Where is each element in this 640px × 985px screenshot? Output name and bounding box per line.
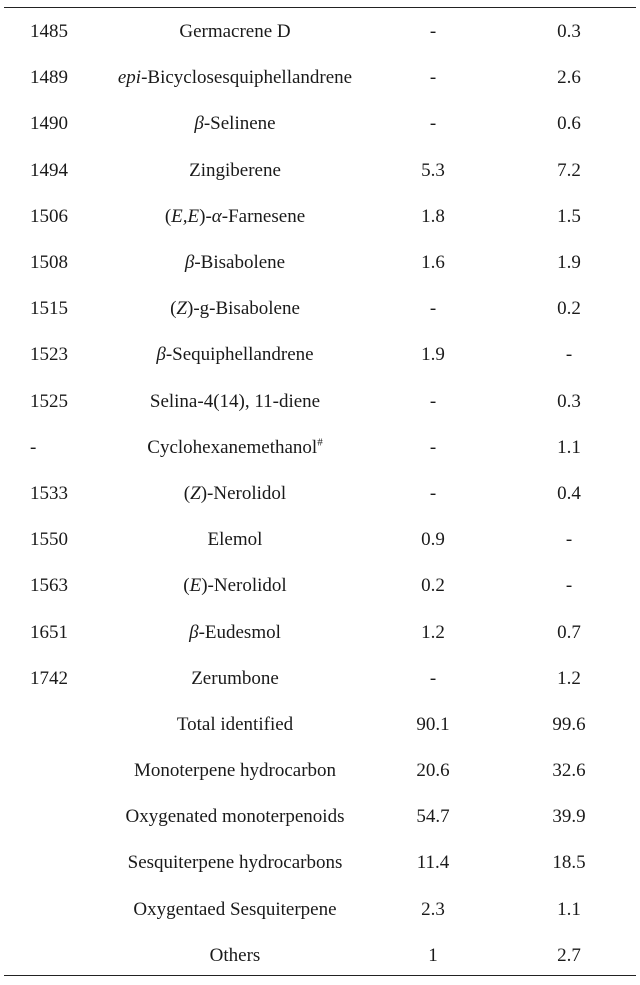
compound-name-segment: E [189,575,202,597]
retention-index-cell: 1508 [30,252,68,274]
compound-name-segment: ( [183,482,191,504]
bottom-rule [4,975,636,976]
value-cell-sample-2: - [565,529,573,551]
compound-name-segment: Total identified [176,713,294,735]
value-cell-sample-2: - [565,344,573,366]
compound-name-segment: -Eudesmol [198,621,281,643]
retention-index-cell: 1490 [30,113,68,135]
compound-name-segment: Monoterpene hydrocarbon [133,760,337,782]
compound-name-segment: )-g-Bisabolene [187,298,300,320]
value-cell-sample-1: - [429,390,437,412]
value-cell-sample-1: 1.2 [421,621,445,643]
composition-table [0,9,640,979]
table-row [0,563,640,609]
value-cell-sample-2: - [565,575,573,597]
retention-index-cell: 1742 [30,667,68,689]
compound-name-segment: Elemol [207,529,263,551]
compound-name-cell [100,702,370,748]
compound-name-segment: β [156,344,166,366]
compound-name-segment: β [194,113,204,135]
table-row [0,840,640,886]
compound-name-segment: Zingiberene [189,159,281,181]
compound-name-segment: β [184,252,195,274]
compound-name-cell [100,794,370,840]
compound-name-segment: -Sequiphellandrene [165,344,314,366]
value-cell-sample-2: 0.2 [557,298,581,320]
retention-index-cell: 1533 [30,482,68,504]
table-row [0,55,640,101]
compound-name-cell [100,148,370,194]
table-row [0,656,640,702]
table-row [0,148,640,194]
compound-name-segment: Cyclohexanemethanol [147,436,318,458]
retention-index-cell: 1563 [30,575,68,597]
retention-index-cell: 1494 [30,159,68,181]
table-row [0,332,640,378]
table-row [0,471,640,517]
compound-name-cell [100,563,370,609]
table-row [0,702,640,748]
value-cell-sample-2: 1.5 [557,205,581,227]
footnote-mark: # [317,436,323,449]
compound-name-segment: Oxygentaed Sesquiterpene [133,898,337,920]
compound-name-segment: Selina-4(14), 11-diene [149,390,321,412]
value-cell-sample-2: 0.7 [557,621,581,643]
value-cell-sample-2: 18.5 [552,852,586,874]
value-cell-sample-2: 1.9 [557,252,581,274]
compound-name-segment: -Farnesene [221,205,306,227]
value-cell-sample-1: 1.9 [421,344,445,366]
value-cell-sample-2: 2.7 [557,944,581,966]
value-cell-sample-2: 0.4 [557,482,581,504]
compound-name-cell [100,9,370,55]
value-cell-sample-1: 0.2 [421,575,445,597]
value-cell-sample-2: 7.2 [557,159,581,181]
retention-index-cell [0,887,100,933]
table-row [0,794,640,840]
value-cell-sample-2: 0.3 [557,21,581,43]
value-cell-sample-2: 0.3 [557,390,581,412]
compound-name-segment: Others [209,944,261,966]
retention-index-cell: 1525 [30,390,68,412]
table-row [0,748,640,794]
value-cell-sample-1: - [429,667,437,689]
compound-name-segment: )-Nerolidol [201,575,287,597]
retention-index-cell: 1550 [30,529,68,551]
retention-index-cell: 1489 [30,67,68,89]
value-cell-sample-1: 11.4 [416,852,450,874]
compound-name-segment: α [211,205,222,227]
value-cell-sample-1: 20.6 [416,760,450,782]
compound-name-cell [100,609,370,655]
value-cell-sample-1: 1 [428,944,438,966]
compound-name-segment: -Bisabolene [194,252,286,274]
value-cell-sample-1: 5.3 [421,159,445,181]
retention-index-cell [0,748,100,794]
retention-index-cell [0,702,100,748]
value-cell-sample-1: 0.9 [421,529,445,551]
compound-name-cell [100,517,370,563]
compound-name-cell [100,55,370,101]
table-row [0,379,640,425]
compound-name-segment: ( [170,298,177,320]
table-row [0,101,640,147]
value-cell-sample-2: 1.1 [557,436,581,458]
retention-index-cell: 1651 [30,621,68,643]
table-row [0,240,640,286]
table-row [0,286,640,332]
value-cell-sample-1: 1.8 [421,205,445,227]
compound-name-segment: ( [183,575,190,597]
compound-name-cell [100,240,370,286]
compound-name-segment: Sesquiterpene hydrocarbons [127,852,343,874]
retention-index-cell [0,794,100,840]
value-cell-sample-1: 90.1 [416,713,450,735]
compound-name-segment: )-Nerolidol [200,482,287,504]
compound-name-segment: Oxygenated monoterpenoids [125,806,345,828]
retention-index-cell: 1485 [30,21,68,43]
table-row [0,9,640,55]
value-cell-sample-2: 39.9 [552,806,586,828]
compound-name-segment: -Selinene [203,113,276,135]
retention-index-cell [0,840,100,886]
compound-name-segment: )- [199,205,212,227]
retention-index-cell: - [30,436,37,458]
value-cell-sample-1: - [429,482,437,504]
compound-name-segment: Zerumbone [191,667,279,689]
compound-name-cell [100,471,370,517]
compound-name-cell [100,933,370,979]
retention-index-cell: 1506 [30,205,68,227]
value-cell-sample-1: 54.7 [416,806,450,828]
table-row [0,609,640,655]
compound-name-cell [100,887,370,933]
value-cell-sample-1: - [429,298,437,320]
compound-name-cell [100,656,370,702]
compound-name-segment: Germacrene D [179,21,291,43]
retention-index-cell: 1515 [30,298,68,320]
compound-name-cell [100,425,370,471]
value-cell-sample-2: 0.6 [557,113,581,135]
table-row [0,194,640,240]
table-row [0,887,640,933]
compound-name-segment: Z [190,482,201,504]
value-cell-sample-1: - [429,113,437,135]
compound-name-cell [100,286,370,332]
compound-name-segment: -Bicyclosesquiphellandrene [141,67,353,89]
compound-name-cell [100,840,370,886]
compound-name-cell [100,748,370,794]
value-cell-sample-1: 1.6 [421,252,445,274]
table-body [0,9,640,979]
value-cell-sample-1: 2.3 [421,898,445,920]
compound-name-segment: Z [176,298,187,320]
value-cell-sample-2: 32.6 [552,760,586,782]
compound-name-cell [100,379,370,425]
compound-name-segment: β [189,621,199,643]
retention-index-cell [0,933,100,979]
value-cell-sample-2: 1.1 [557,898,581,920]
value-cell-sample-2: 2.6 [557,67,581,89]
top-rule [4,7,636,8]
compound-name-segment: epi [117,67,142,89]
compound-name-segment: E,E [171,205,200,227]
compound-name-cell [100,194,370,240]
compound-name-cell [100,101,370,147]
table-row [0,517,640,563]
compound-name-cell [100,332,370,378]
value-cell-sample-2: 99.6 [552,713,586,735]
table-row [0,933,640,979]
retention-index-cell: 1523 [30,344,68,366]
value-cell-sample-2: 1.2 [557,667,581,689]
value-cell-sample-1: - [429,21,437,43]
table-row [0,425,640,471]
value-cell-sample-1: - [429,436,437,458]
value-cell-sample-1: - [429,67,437,89]
compound-name-segment: ( [164,205,172,227]
